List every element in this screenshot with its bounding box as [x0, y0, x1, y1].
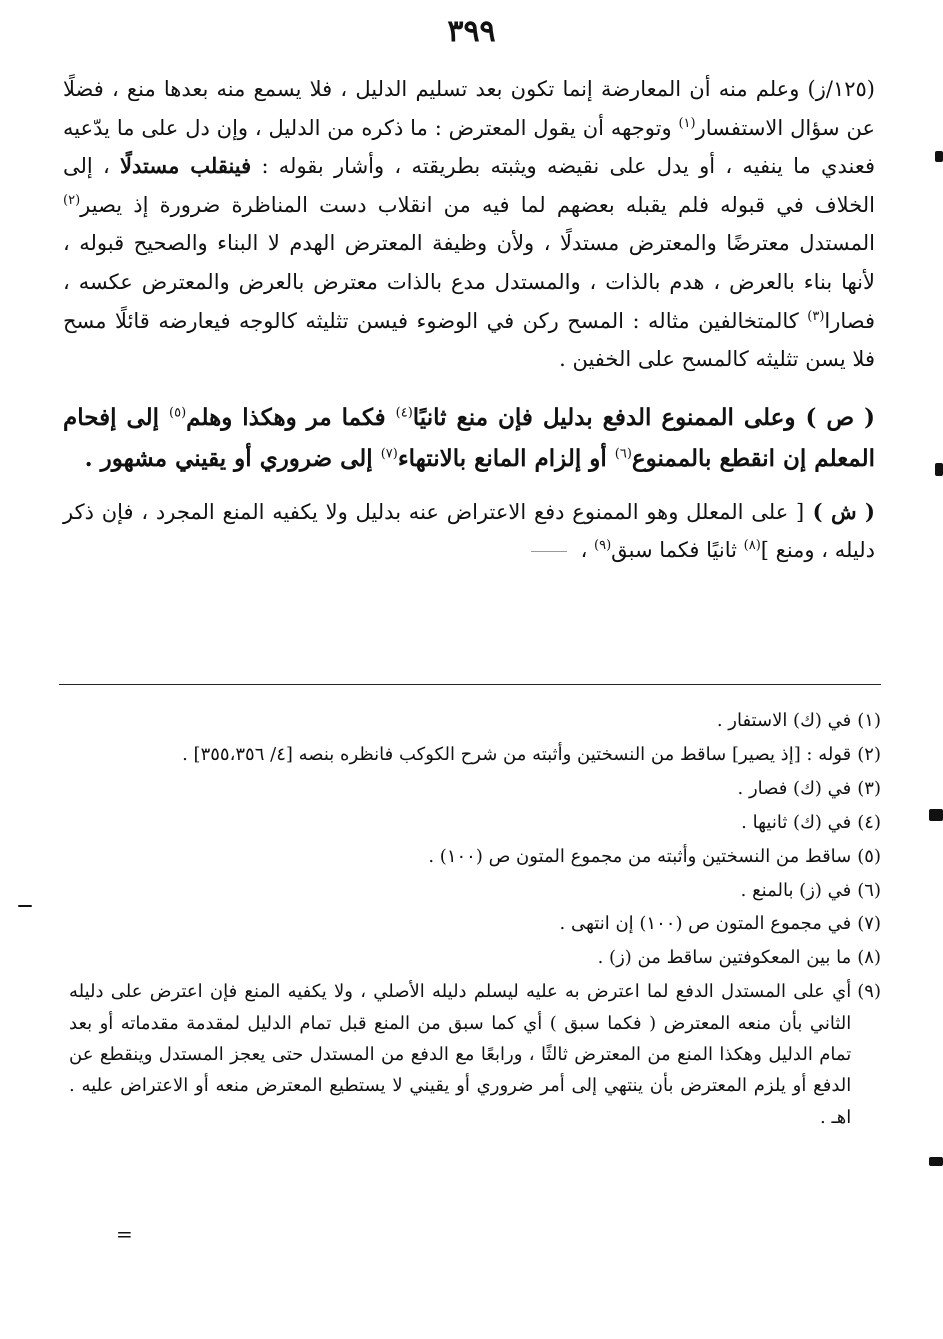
- footnote: [69, 841, 881, 872]
- footnote-text: في (ز) بالمنع .: [740, 879, 852, 901]
- text-segment: أو إلزام المانع بالانتهاء: [397, 444, 615, 472]
- footnote-text: ساقط من النسختين وأثبته من مجموع المتون ص (١٠٠) .: [428, 845, 852, 867]
- paragraph-matn: [63, 397, 875, 479]
- footnote-text: في مجموع المتون ص (١٠٠) إن انتهى .: [559, 913, 852, 935]
- footnote-number: (٢): [857, 743, 881, 765]
- paragraph-commentary: [63, 70, 875, 379]
- text-segment: كالمتخالفين مثاله : المسح ركن في الوضوء فيسن تثليثه كالوجه فيعارضه قائلًا مسح فلا يسن تثليثه كالمسح على الخفين .: [63, 308, 875, 372]
- footnote-ref: (٤): [395, 405, 413, 421]
- page-number: ٣٩٩: [447, 14, 496, 49]
- footnote-text: في (ك) فصار .: [737, 777, 852, 799]
- footnote-number: (٧): [857, 913, 881, 935]
- footnote-text: ما بين المعكوفتين ساقط من (ز) .: [597, 947, 852, 969]
- footnote-ref: (٣): [807, 308, 825, 324]
- text-segment: [ على المعلل وهو الممنوع دفع الاعتراض عنه بدليل ولا يكفيه المنع المجرد ، فإن ذكر دليله ، ومنع ]: [63, 499, 875, 562]
- footnotes: [69, 705, 881, 1136]
- text-segment: (١٢٥/ز) وعلم منه أن المعارضة إنما تكون بعد تسليم الدليل ، فلا يسمع منه بعدها منع ، فضلًا عن سؤال الاستفسار: [63, 77, 875, 140]
- text-segment: ( ص ) وعلى الممنوع الدفع بدليل فإن منع ثانيًا: [412, 403, 876, 431]
- margin-scan-mark: [935, 463, 943, 476]
- footnote: [69, 705, 881, 736]
- paragraph-sharh: [63, 493, 875, 569]
- footnote-number: (٤): [857, 811, 881, 833]
- footnote-text: قوله : [إذ يصير] ساقط من النسختين وأثبته من شرح الكوكب فانظره بنصه [٤/ ٣٥٥،٣٥٦] .: [182, 743, 852, 765]
- footnote: [69, 875, 881, 906]
- text-segment: المستدل معترضًا والمعترض مستدلًا ، ولأن وظيفة المعترض الهدم لا البناء والصحيح قبوله ، لأنها بناء بالعرض ، هدم بالذات ، والمستدل مدع بالذات معترض بالعرض والمعترض عكسه ، فصارا: [63, 231, 876, 333]
- quoted-matn-phrase: فينقلب مستدلًا: [120, 153, 252, 179]
- footnote: [69, 908, 881, 939]
- text-segment: ، إلى الخلاف في قبوله فلم يقبله بعضهم لما فيه من انقلاب دست المناظرة ضرورة إذ يصير: [63, 154, 875, 217]
- trailing-dash: [531, 551, 567, 552]
- text-segment: وتوجهه أن يقول المعترض : ما ذكره من الدليل ، وإن دل على ما يدّعيه فعندي ما ينفيه ، أو يدل على نقيضه ويثبته بطريقته ، وأشار بقوله :: [63, 115, 875, 179]
- footnote: [69, 739, 881, 770]
- text-segment: ثانيًا فكما سبق: [611, 537, 744, 562]
- footnote-number: (٣): [857, 777, 881, 799]
- footnote-text: في (ك) الاستفار .: [716, 710, 852, 731]
- footnote-number: (٨): [857, 947, 881, 969]
- footnote: [69, 807, 881, 838]
- text-segment: ،: [580, 537, 595, 562]
- margin-scan-mark: [935, 151, 943, 162]
- main-text: [63, 70, 875, 569]
- text-segment: إلى ضروري أو يقيني مشهور .: [84, 444, 381, 472]
- sharh-marker: ( ش ): [804, 498, 875, 524]
- footnote-ref: (٧): [380, 446, 398, 462]
- footnote-number: (٦): [857, 879, 881, 901]
- footnote-text: أي على المستدل الدفع لما اعترض به عليه ليسلم دليله الأصلي ، ولا يكفيه المنع فإن اعترض على دليله الثاني بأن منعه المعترض ( فكما سبق ) أي كما سبق من المنع قبل تمام الدليل لمقدمة مقدماته أو بعد تمام الدليل وهكذا المنع من المعترض ثالثًا ، ورابعًا مع الدفع من المستدل حتى يعجز المستدل وينقطع عن الدفع أو يلزم المعترض بأن ينتهي إلى أمر ضروري أو يقيني لا يستطيع المعترض منعه أو الاعتراض عليه . اهـ .: [69, 981, 852, 1128]
- footnote-text: في (ك) ثانيها .: [741, 811, 852, 833]
- margin-scan-mark: [929, 809, 943, 821]
- footnote-ref: (٥): [169, 405, 187, 421]
- continuation-mark: =: [116, 1222, 133, 1246]
- footnote-ref: (٨): [743, 537, 761, 553]
- text-segment: فكما مر وهكذا وهلم: [186, 403, 396, 431]
- footnote-ref: (٢): [63, 192, 81, 208]
- footnote-number: (٩): [857, 981, 881, 1003]
- footnote-number: (١): [857, 710, 881, 731]
- footnote: [69, 976, 881, 1133]
- margin-scan-mark: [18, 905, 32, 907]
- footnote-ref: (٩): [594, 537, 612, 553]
- footnote: [69, 942, 881, 973]
- footnote-separator: [59, 684, 881, 685]
- footnote-ref: (٦): [614, 446, 632, 462]
- footnote-ref: (١): [678, 115, 696, 131]
- margin-scan-mark: [929, 1157, 943, 1166]
- footnote: [69, 773, 881, 804]
- footnote-number: (٥): [857, 845, 881, 867]
- text-segment: إلى إفحام المعلم إن انقطع بالممنوع: [63, 403, 875, 472]
